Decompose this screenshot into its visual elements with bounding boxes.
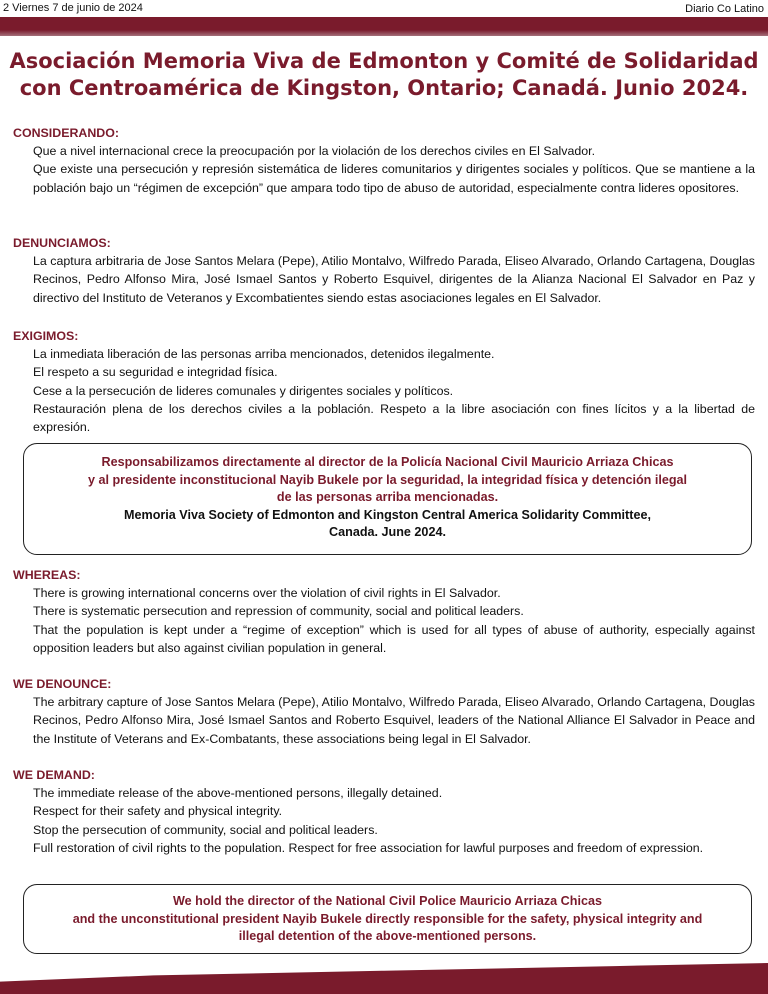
section-we-demand bbox=[13, 766, 755, 857]
section-considerando bbox=[13, 124, 755, 197]
page-title bbox=[0, 48, 768, 102]
paragraph: There is systematic persecution and repression of community, social and political leaders. bbox=[33, 604, 524, 619]
box-line: Memoria Viva Society of Edmonton and Kingston Central America Solidarity Committee, bbox=[124, 507, 651, 522]
section-heading: CONSIDERANDO: bbox=[13, 126, 120, 140]
paragraph: That the population is kept under a “regime of exception” which is used for all types of abuse of authority, especially against opposition leaders but also against civilian population in general. bbox=[33, 622, 755, 655]
box-line: de las personas arriba mencionadas. bbox=[276, 490, 499, 504]
header-band-shade bbox=[0, 30, 768, 36]
paragraph: Restauración plena de los derechos civiles a la población. Respeto a la libre asociación con fines lícitos y a la libertad de expresión. bbox=[33, 401, 755, 435]
section-heading: WHEREAS: bbox=[13, 568, 81, 582]
section-denunciamos bbox=[13, 234, 755, 307]
paragraph: The immediate release of the above-mentioned persons, illegally detained. bbox=[33, 786, 443, 801]
paragraph: La inmediata liberación de las personas arriba mencionados, detenidos ilegalmente. bbox=[33, 347, 495, 362]
paragraph: La captura arbitraria de Jose Santos Melara (Pepe), Atilio Montalvo, Wilfredo Parada, Eliseo Alvarado, Orlando Cartagena, Douglas Recinos, Pedro Alfonso Mira, José Ismael Santos y Roberto Esquivel, dirigentes de la Alianza Nacional El Salvador en Paz y directivo del Instituto de Veteranos y Excombatientes siendo estas asociaciones legales en El Salvador. bbox=[33, 254, 755, 305]
section-heading: DENUNCIAMOS: bbox=[13, 236, 111, 250]
paragraph: Cese a la persecución de lideres comunales y dirigentes sociales y políticos. bbox=[33, 383, 454, 398]
footer-band bbox=[0, 963, 768, 994]
paragraph: The arbitrary capture of Jose Santos Melara (Pepe), Atilio Montalvo, Wilfredo Parada, Eliseo Alvarado, Orlando Cartagena, Douglas Recinos, Pedro Alfonso Mira, José Ismael Santos and Roberto Esquivel, leaders of the National Alliance El Salvador in Peace and the Institute of Veterans and Ex-Combatants, these associations being legal in El Salvador. bbox=[33, 695, 755, 746]
section-heading: EXIGIMOS: bbox=[13, 329, 79, 343]
section-we-denounce bbox=[13, 675, 755, 748]
page-number-date: 2 Viernes 7 de junio de 2024 bbox=[3, 2, 143, 14]
box-line: Canada. June 2024. bbox=[329, 525, 446, 539]
paragraph: Full restoration of civil rights to the population. Respect for free association for lawful purposes and freedom of expression. bbox=[33, 840, 704, 855]
box-line: illegal detention of the above-mentioned persons. bbox=[238, 929, 537, 943]
title-line-2: con Centroamérica de Kingston, Ontario; Canadá. Junio 2024. bbox=[19, 76, 749, 100]
box-line: We hold the director of the National Civil Police Mauricio Arriaza Chicas bbox=[173, 894, 602, 908]
newspaper-name: Diario Co Latino bbox=[685, 3, 764, 15]
paragraph: Que existe una persecución y represión sistemática de lideres comunitarios y dirigentes sociales y políticos. Que se mantiene a la población bajo un “régimen de excepción” que ampara todo tipo de abuso de autoridad, especialmente contra lideres opositores. bbox=[33, 162, 755, 195]
paragraph: Respect for their safety and physical integrity. bbox=[33, 804, 283, 819]
section-heading: WE DENOUNCE: bbox=[13, 677, 112, 691]
title-line-1: Asociación Memoria Viva de Edmonton y Comité de Solidaridad bbox=[9, 49, 759, 73]
box-line: y al presidente inconstitucional Nayib Bukele por la seguridad, la integridad física y detención ilegal bbox=[87, 472, 688, 487]
responsibility-box-en bbox=[23, 884, 752, 954]
section-whereas bbox=[13, 566, 755, 657]
box-line: and the unconstitutional president Nayib Bukele directly responsible for the safety, physical integrity and bbox=[72, 911, 703, 926]
box-line: Responsabilizamos directamente al director de la Policía Nacional Civil Mauricio Arriaza Chicas bbox=[101, 455, 674, 469]
paragraph: Que a nivel internacional crece la preocupación por la violación de los derechos civiles en El Salvador. bbox=[33, 144, 596, 159]
paragraph: Stop the persecution of community, social and political leaders. bbox=[33, 822, 378, 837]
paragraph: El respeto a su seguridad e integridad física. bbox=[33, 365, 278, 380]
paragraph: There is growing international concerns over the violation of civil rights in El Salvador. bbox=[33, 586, 501, 601]
page-header bbox=[0, 0, 768, 18]
section-heading: WE DEMAND: bbox=[13, 768, 95, 782]
section-exigimos bbox=[13, 327, 755, 436]
responsibility-box-es bbox=[23, 443, 752, 555]
